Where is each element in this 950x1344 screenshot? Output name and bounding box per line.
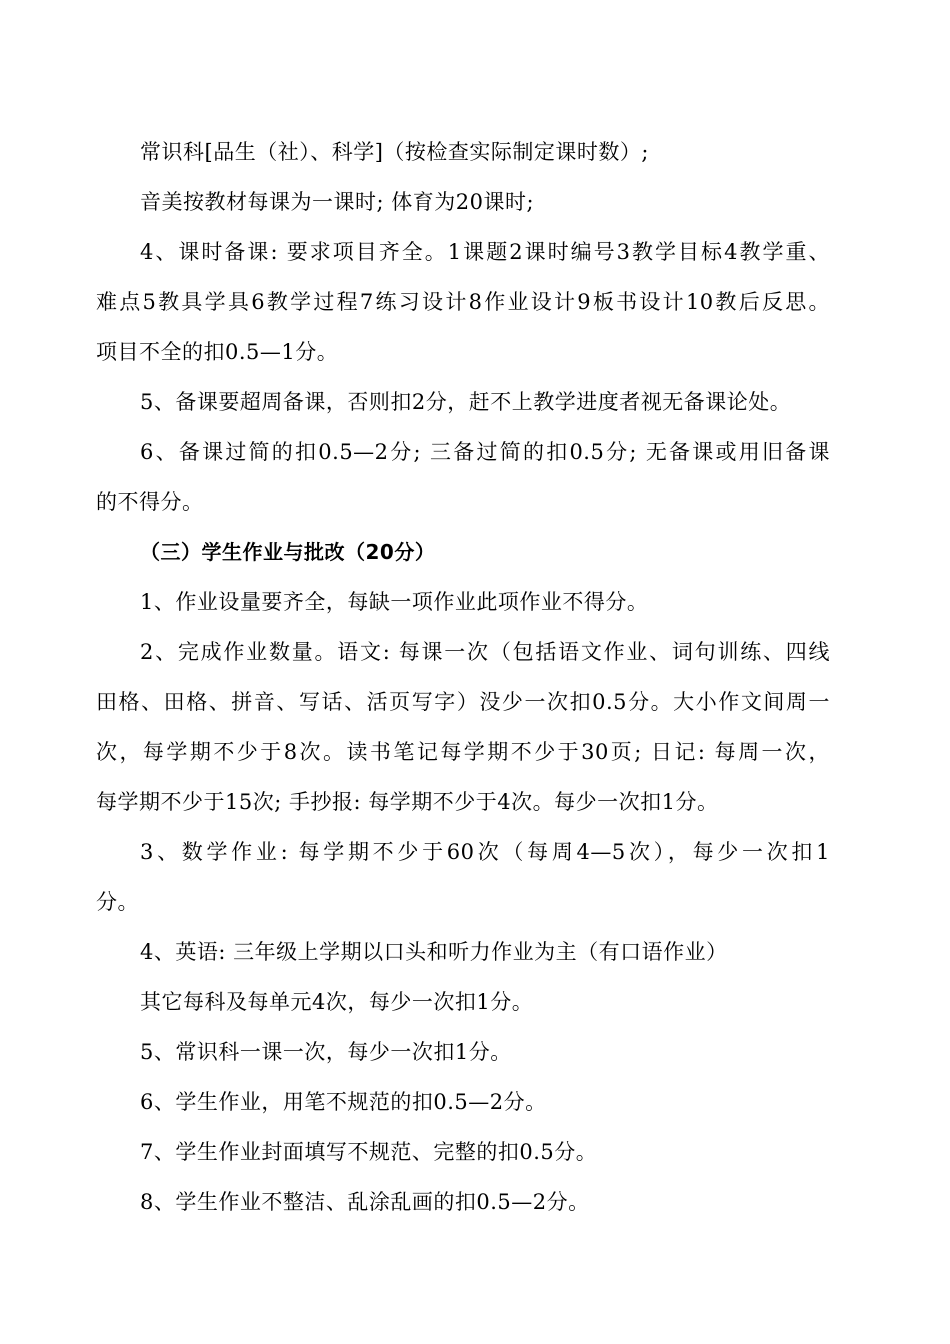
paragraph-line-10: 1、作业设量要齐全，每缺一项作业此项作业不得分。 <box>140 590 649 614</box>
section-heading: （三）学生作业与批改（20分） <box>140 540 436 564</box>
paragraph-line-18: 其它每科及每单元4次，每少一次扣1分。 <box>140 990 534 1014</box>
paragraph-line-11: 2、完成作业数量。语文: 每课一次（包括语文作业、词句训练、四线 <box>140 640 830 664</box>
paragraph-line-21: 7、学生作业封面填写不规范、完整的扣0.5分。 <box>140 1140 598 1164</box>
paragraph-line-14: 每学期不少于15次; 手抄报: 每学期不少于4次。每少一次扣1分。 <box>96 790 719 814</box>
paragraph-line-1: 常识科[品生（社）、科学]（按检查实际制定课时数）; <box>140 140 649 164</box>
paragraph-line-20: 6、学生作业，用笔不规范的扣0.5—2分。 <box>140 1090 547 1114</box>
paragraph-line-3: 4、课时备课: 要求项目齐全。1课题2课时编号3教学目标4教学重、 <box>140 240 830 264</box>
paragraph-line-8: 的不得分。 <box>96 490 204 514</box>
paragraph-line-17: 4、英语: 三年级上学期以口头和听力作业为主（有口语作业） <box>140 940 728 964</box>
paragraph-line-15: 3、数学作业: 每学期不少于60次（每周4—5次），每少一次扣1 <box>140 840 830 864</box>
paragraph-line-19: 5、常识科一课一次，每少一次扣1分。 <box>140 1040 512 1064</box>
paragraph-line-2: 音美按教材每课为一课时; 体育为20课时; <box>140 190 535 214</box>
paragraph-line-4: 难点5教具学具6教学过程7练习设计8作业设计9板书设计10教后反思。 <box>96 290 830 314</box>
paragraph-line-22: 8、学生作业不整洁、乱涂乱画的扣0.5—2分。 <box>140 1190 590 1214</box>
paragraph-line-7: 6、备课过简的扣0.5—2分; 三备过简的扣0.5分; 无备课或用旧备课 <box>140 440 830 464</box>
paragraph-line-5: 项目不全的扣0.5—1分。 <box>96 340 339 364</box>
paragraph-line-12: 田格、田格、拼音、写话、活页写字）没少一次扣0.5分。大小作文间周一 <box>96 690 830 714</box>
paragraph-line-13: 次，每学期不少于8次。读书笔记每学期不少于30页; 日记: 每周一次， <box>96 740 830 764</box>
paragraph-line-16: 分。 <box>96 890 139 914</box>
paragraph-line-6: 5、备课要超周备课，否则扣2分，赶不上教学进度者视无备课论处。 <box>140 390 792 414</box>
